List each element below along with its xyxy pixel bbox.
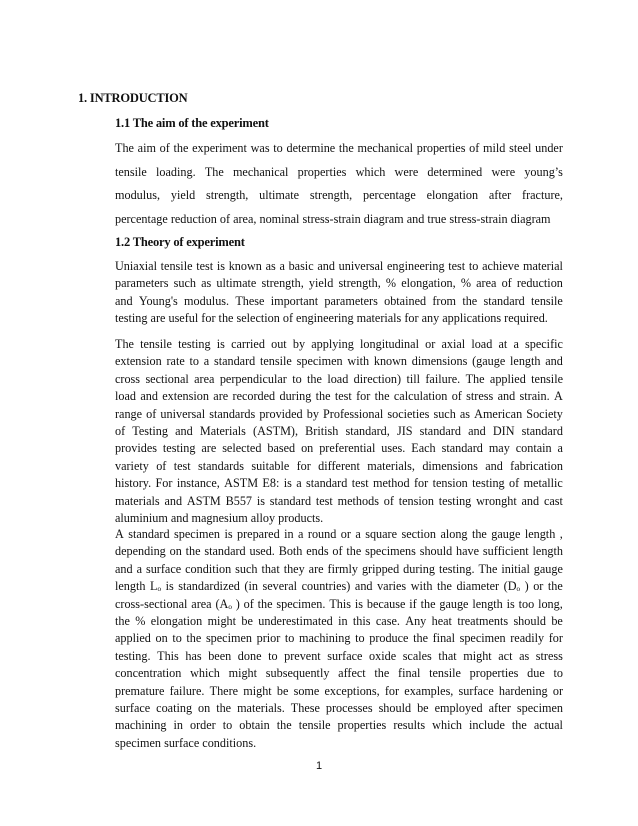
text-line: cross sectional area perpendicular to the load direction) till failure. The applied tensile bbox=[115, 371, 563, 386]
theory-paragraph-3 bbox=[115, 526, 563, 752]
text-line: percentage reduction of area, nominal stress-strain diagram and true stress-strain diagram bbox=[115, 211, 551, 226]
text-line: and Young's modulus. These important parameters obtained from the standard tensile bbox=[115, 293, 563, 308]
text-line: surface coating on the materials. These processes should be employed after specimen bbox=[115, 701, 563, 716]
text-line: concentration which might subsequently affect the final tensile properties due to bbox=[115, 666, 563, 681]
text-line: aluminium and magnesium alloy products. bbox=[115, 511, 324, 526]
text-line: of Testing and Materials (ASTM), British standard, JIS standard and DIN standard bbox=[115, 424, 563, 439]
text-line: specimen surface conditions. bbox=[115, 735, 257, 750]
text-line: applied on to the specimen prior to machining to produce the final specimen readily for bbox=[115, 631, 563, 646]
text-line: extension rate to a standard tensile specimen with known dimensions (gauge length and bbox=[115, 354, 563, 369]
theory-paragraph-1 bbox=[115, 258, 563, 328]
text-line: depending on the standard used. Both ends of the specimens should have sufficient length bbox=[115, 544, 563, 559]
text-line: machining in order to obtain the tensile properties results which include the actual bbox=[115, 718, 563, 733]
text-line: testing are useful for the selection of engineering materials for any applications required. bbox=[115, 311, 548, 326]
text-line: cross-sectional area (Aₒ ) of the specimen. This is because if the gauge length is too long, bbox=[115, 596, 563, 611]
aim-paragraph bbox=[115, 137, 563, 231]
text-line: A standard specimen is prepared in a round or a square section along the gauge length , bbox=[115, 527, 563, 541]
text-line: history. For instance, ASTM E8: is a standard test method for tension testing of metallic bbox=[115, 476, 563, 491]
section-heading: 1. INTRODUCTION bbox=[78, 91, 188, 105]
text-line: modulus, yield strength, ultimate strength, percentage elongation after fracture, bbox=[115, 188, 563, 202]
text-line: The aim of the experiment was to determine the mechanical properties of mild steel under bbox=[115, 141, 563, 155]
text-line: parameters such as ultimate strength, yield strength, % elongation, % area of reduction bbox=[115, 276, 563, 291]
text-line: tensile loading. The mechanical properties which were determined were young’s bbox=[115, 164, 563, 179]
text-line: The tensile testing is carried out by applying longitudinal or axial load at a specific bbox=[115, 337, 563, 351]
page-number: 1 bbox=[315, 760, 323, 772]
text-line: Uniaxial tensile test is known as a basic and universal engineering test to achieve material bbox=[115, 259, 563, 273]
theory-paragraph-2 bbox=[115, 336, 563, 527]
text-line: premature failure. There might be some exceptions, for examples, surface hardening or bbox=[115, 683, 563, 698]
text-line: materials and ASTM B557 is standard test methods of tension testing wronght and cast bbox=[115, 493, 563, 508]
text-line: testing. This has been done to prevent surface oxide scales that might act as stress bbox=[115, 648, 563, 663]
text-line: length Lₒ is standardized (in several countries) and varies with the diameter (Dₒ ) or the bbox=[115, 579, 563, 594]
aim-heading: 1.1 The aim of the experiment bbox=[115, 116, 269, 130]
text-line: range of universal standards provided by Professional societies such as American Society bbox=[115, 406, 563, 421]
text-line: provides testing are selected based on preferential uses. Each standard may contain a bbox=[115, 441, 563, 456]
text-line: variety of test standards suitable for different materials, dimensions and fabrication bbox=[115, 458, 563, 473]
theory-heading: 1.2 Theory of experiment bbox=[115, 235, 245, 249]
text-line: load and extension are recorded during the test for the calculation of stress and strain. A bbox=[115, 389, 563, 404]
text-line: and a surface condition such that they are firmly gripped during testing. The initial gauge bbox=[115, 561, 563, 576]
text-line: the % elongation might be underestimated in this case. Any heat treatments should be bbox=[115, 614, 563, 629]
